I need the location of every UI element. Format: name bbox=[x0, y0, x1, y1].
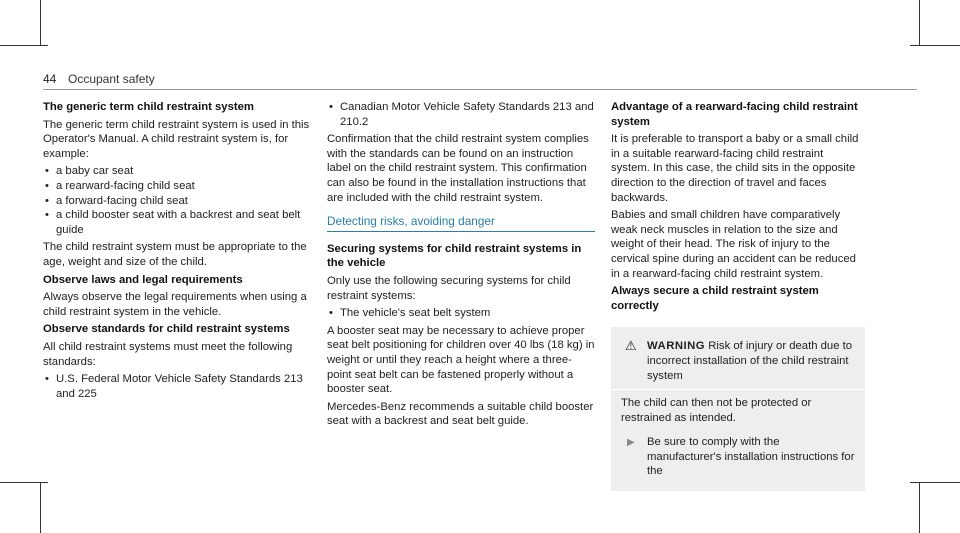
list-item: • a baby car seat bbox=[43, 164, 321, 179]
section-title: Occupant safety bbox=[68, 72, 155, 86]
heading-standards: Observe standards for child restraint systems bbox=[43, 323, 290, 336]
paragraph: Only use the following securing systems for child restraint systems: bbox=[327, 274, 571, 302]
list-item: • a rearward-facing child seat bbox=[43, 179, 321, 194]
column-1 bbox=[43, 100, 321, 404]
page-number: 44 bbox=[43, 72, 57, 86]
action-arrow-icon: ▶ bbox=[627, 437, 635, 449]
paragraph: Babies and small children have comparatively weak neck muscles in relation to the size and weight of their head. The risk of injury to the cervical spine during an accident can be reduced in a rearward-facing child restraint system. bbox=[611, 209, 856, 280]
warning-text: Risk of injury or death due to incorrect installation of the child restraint system bbox=[647, 340, 853, 382]
crop-mark bbox=[0, 45, 48, 46]
bullet-list bbox=[327, 100, 595, 129]
heading-laws: Observe laws and legal requirements bbox=[43, 273, 243, 286]
warning-action-text: Be sure to comply with the manufacturer's installation instructions for the bbox=[647, 436, 855, 478]
paragraph: Always observe the legal requirements when using a child restraint system in the vehicle. bbox=[43, 291, 307, 318]
paragraph: The child restraint system must be appropriate to the age, weight and size of the child. bbox=[43, 241, 307, 268]
section-heading: Detecting risks, avoiding danger bbox=[327, 214, 495, 229]
crop-mark bbox=[0, 482, 48, 483]
warning-body: The child can then not be protected or restrained as intended. bbox=[621, 397, 812, 424]
paragraph: Confirmation that the child restraint system complies with the standards can be found on an instruction label on the child restraint system. This confirmation can also be found in the installation instructions that are included with the child restraint system. bbox=[327, 133, 589, 204]
list-item: • a forward-facing child seat bbox=[43, 194, 321, 209]
list-item: • U.S. Federal Motor Vehicle Safety Standards 213 and 225 bbox=[43, 372, 321, 401]
warning-label: WARNING bbox=[647, 340, 706, 353]
column-2 bbox=[327, 100, 595, 432]
crop-mark bbox=[40, 0, 41, 46]
warning-header bbox=[621, 339, 855, 383]
list-item: • The vehicle's seat belt system bbox=[327, 306, 595, 321]
list-item: • a child booster seat with a backrest and seat belt guide bbox=[43, 208, 321, 237]
list-item: • Canadian Motor Vehicle Safety Standards 213 and 210.2 bbox=[327, 100, 595, 129]
warning-divider bbox=[611, 389, 865, 390]
crop-mark bbox=[919, 0, 920, 46]
section-rule bbox=[327, 231, 595, 232]
column-3 bbox=[611, 100, 865, 491]
heading-rearward-advantage: Advantage of a rearward-facing child restraint system bbox=[611, 101, 858, 128]
header-rule bbox=[43, 89, 917, 90]
warning-triangle-icon: ⚠ bbox=[625, 338, 637, 354]
heading-secure-correctly: Always secure a child restraint system correctly bbox=[611, 285, 819, 312]
paragraph: The generic term child restraint system is used in this Operator's Manual. A child restraint system is, for example: bbox=[43, 118, 310, 160]
crop-mark bbox=[910, 45, 960, 46]
bullet-list bbox=[43, 372, 321, 401]
bullet-list bbox=[43, 164, 321, 237]
paragraph: It is preferable to transport a baby or a small child in a suitable rearward-facing child restraint system. In this case, the child sits in the opposite direction to the direction of travel and faces backwards. bbox=[611, 133, 859, 204]
heading-securing-systems: Securing systems for child restraint systems in the vehicle bbox=[327, 242, 582, 270]
warning-action bbox=[621, 435, 855, 479]
paragraph: Mercedes-Benz recommends a suitable child booster seat with a backrest and seat belt guide. bbox=[327, 400, 594, 428]
crop-mark bbox=[910, 482, 960, 483]
crop-mark bbox=[919, 482, 920, 533]
warning-box bbox=[611, 327, 865, 491]
crop-mark bbox=[40, 482, 41, 533]
bullet-list bbox=[327, 306, 595, 321]
paragraph: All child restraint systems must meet the following standards: bbox=[43, 340, 293, 368]
paragraph: A booster seat may be necessary to achieve proper seat belt positioning for children over 40 lbs (18 kg) in weight or until they reach a height where a three-point seat belt can be fastened properly without a booster seat. bbox=[327, 324, 595, 396]
heading-generic-term: The generic term child restraint system bbox=[43, 101, 254, 113]
